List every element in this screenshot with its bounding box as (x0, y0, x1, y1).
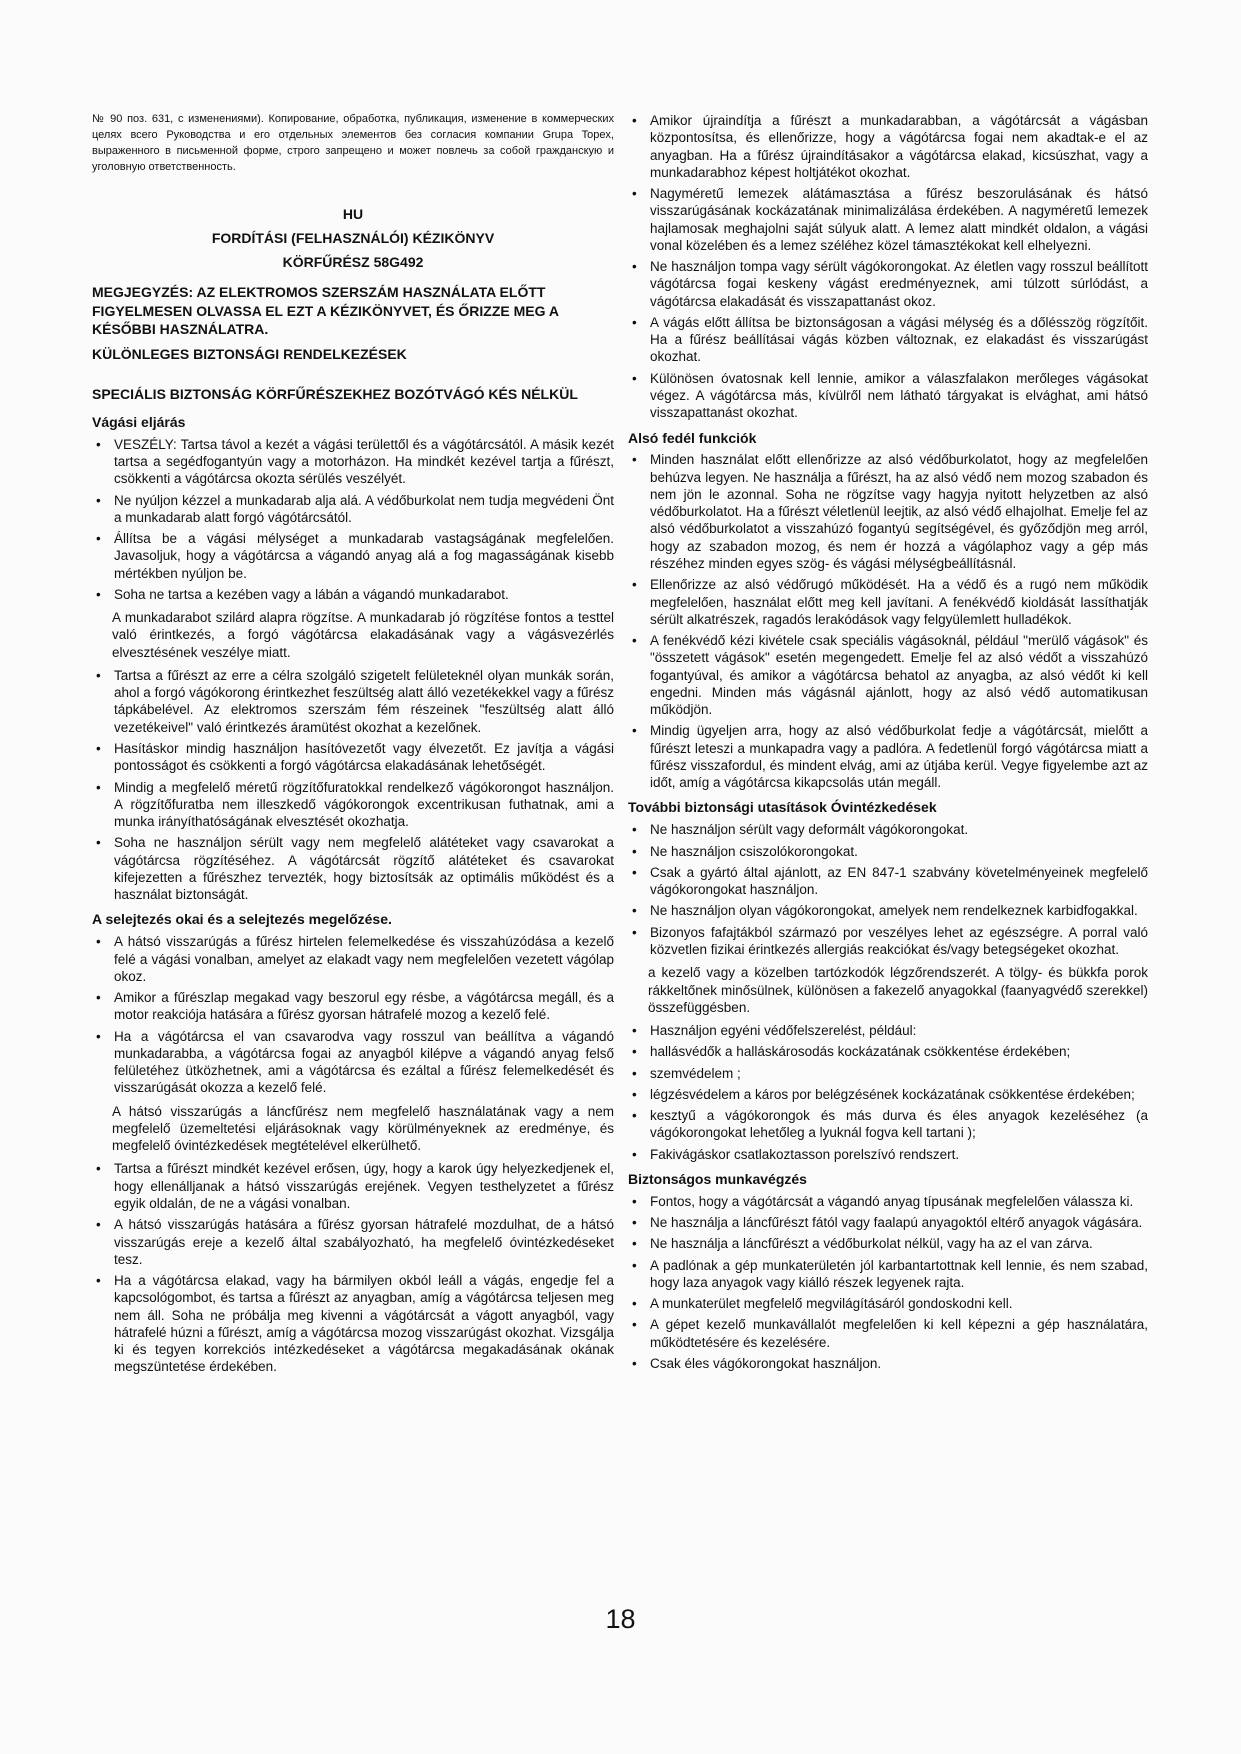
list-item: • Minden használat előtt ellenőrizze az alsó védőburkolatot, hogy az megfelelően behúzva legyen. Ne használja a fűrészt, ha az alsó védő nem mozog szabadon és nem jön le azonnal. Soha ne rögzítse vagy hagyja nyitott helyzetben az alsó védőburkolatot. Ha a fűrészt véletlenül leejtik, az alsó védő elhajolhat. Emelje fel az alsó védőburkolatot a visszahúzó fogantyú segítségével, és győződjön meg arról, hogy az szabadon mozog, és nem ér hozzá a vágólaphoz vagy a gép más részéhez minden egyes szög- és vágási mélységbeállításnál. (628, 451, 1148, 572)
language-code: HU (342, 205, 364, 222)
list-item: • A fenékvédő kézi kivétele csak speciális vágásoknál, például "merülő vágások" és "összetett vágások" esetén megengedett. Emelje fel az alsó védőt a visszahúzó fogantyúval, és amikor a vágótárcsa behatol az anyagba, az alsó védőt ki kell engedni. Minden más vágásnál ajánlott, hogy az alsó védő automatikusan működjön. (628, 632, 1148, 718)
list-item: • légzésvédelem a káros por belégzésének kockázatának csökkentése érdekében; (628, 1086, 1148, 1103)
list-item: • Nagyméretű lemezek alátámasztása a fűrész beszorulásának és hátsó visszarúgásának kockázatának minimalizálása érdekében. A nagyméretű lemezek hajlamosak meghajolni saját súlyuk alatt. A lemez alatt mindkét oldalon, a vágási vonal közelében és a lemez széléhez közel támasztékokat kell elhelyezni. (628, 185, 1148, 254)
notice-text: MEGJEGYZÉS: AZ ELEKTROMOS SZERSZÁM HASZNÁLATA ELŐTT FIGYELMESEN OLVASSA EL EZT A KÉZIKÖNYVET, ÉS ŐRIZZE MEG A KÉSŐBBI HASZNÁLATRA. (92, 284, 559, 337)
list-item: • Állítsa be a vágási mélységet a munkadarab vastagságának megfelelően. Javasoljuk, hogy a vágótárcsa a vágandó anyag alá a fog magasságának kisebb mértékben nyúljon be. (92, 530, 614, 582)
list-item: • Ne használjon sérült vagy deformált vágókorongokat. (628, 821, 1148, 838)
list-item: • A munkaterület megfelelő megvilágításáról gondoskodni kell. (628, 1295, 1148, 1312)
list-item: • Mindig a megfelelő méretű rögzítőfuratokkal rendelkező vágókorongot használjon. A rögzítőfuratba nem illeszkedő vágókorongok excentrikusan futhatnak, ami a munka irányíthatóságának elvesztését okozhatja. (92, 779, 614, 831)
list-item: • Ne használja a láncfűrészt a védőburkolat nélkül, vagy ha az el van zárva. (628, 1235, 1148, 1252)
list-item: • A gépet kezelő munkavállalót megfelelően ki kell képezni a gép használatára, működtetésére és kezelésére. (628, 1316, 1148, 1351)
right-column (628, 112, 1148, 1376)
list-item: • Csak éles vágókorongokat használjon. (628, 1355, 1148, 1372)
list-item: • Tartsa a fűrészt mindkét kezével erősen, úgy, hogy a karok úgy helyezkedjenek el, hogy ellenálljanak a hátsó visszarúgás erejének. Vegyen testhelyzetet a fűrész egyik oldalán, de ne a vágási vonalban. (92, 1160, 614, 1212)
list-item: • A hátsó visszarúgás a fűrész hirtelen felemelkedése és visszahúzódása a kezelő felé a vágási vonalban, amelyet az elakadt vagy nem megfelelően vezetett vágólap okoz. (92, 933, 614, 985)
list-item: • kesztyű a vágókorongok és más durva és éles anyagok kezeléséhez (a vágókorongokat lehetőleg a lyuknál fogva kell tartani ); (628, 1107, 1148, 1142)
saw-safety-title: SPECIÁLIS BIZTONSÁG KÖRFŰRÉSZEKHEZ BOZÓTVÁGÓ KÉS NÉLKÜL (92, 385, 578, 402)
list-item: • Csak a gyártó által ajánlott, az EN 847-1 szabvány követelményeinek megfelelő vágókorongokat használjon. (628, 864, 1148, 899)
kickback-list-2 (92, 1160, 614, 1375)
special-safety-title: KÜLÖNLEGES BIZTONSÁGI RENDELKEZÉSEK (92, 346, 407, 363)
list-item: • Ne használja a láncfűrészt fától vagy faalapú anyagoktól eltérő anyagok vágására. (628, 1214, 1148, 1231)
safe-work-heading: Biztonságos munkavégzés (628, 1170, 807, 1187)
list-item: • Soha ne használjon sérült vagy nem megfelelő alátéteket vagy csavarokat a vágótárcsa rögzítéséhez. A vágótárcsát rögzítő alátéteket és csavarokat kifejezetten a fűrészhez tervezték, hogy biztosítsák az optimális működést és a használat biztonságát. (92, 834, 614, 903)
page-number: 18 (605, 1604, 636, 1634)
guard-list (628, 451, 1148, 791)
lower-guard-heading: Alsó fedél funkciók (628, 429, 757, 446)
product-title: KÖRFŰRÉSZ 58G492 (282, 253, 424, 270)
list-item: • Soha ne tartsa a kezében vagy a lábán a vágandó munkadarabot. (92, 586, 614, 603)
kickback-paragraph: A hátsó visszarúgás a láncfűrész nem megfelelő használatának vagy a nem megfelelő üzemeltetési eljárásoknak vagy körülményeknek az eredménye, és megfelelő óvintézkedések megtételével elkerülhető. (112, 1103, 614, 1154)
list-item: • hallásvédők a halláskárosodás kockázatának csökkentése érdekében; (628, 1043, 1148, 1060)
kickback-list (92, 933, 614, 1096)
precaution-list (628, 821, 1148, 958)
list-item: • Ne használjon csiszolókorongokat. (628, 843, 1148, 860)
intro-russian-text: № 90 поз. 631, с изменениями). Копирование, обработка, публикация, изменение в коммерческих целях всего Руководства и его отдельных элементов без согласия компании Grupa Topex, выраженного в письменной форме, строго запрещено и может повлечь за собой гражданскую и уголовную ответственность. (92, 113, 614, 173)
list-item: • Ellenőrizze az alsó védőrugó működését. Ha a védő és a rugó nem működik megfelelően, használat előtt meg kell javítani. A fenékvédő kioldását lassíthatják sérült alkatrészek, ragadós lerakódások vagy felgyülemlett hulladékok. (628, 576, 1148, 628)
list-item: • A hátsó visszarúgás hatására a fűrész gyorsan hátrafelé mozdulhat, de a hátsó visszarúgás ereje a kezelő által szabályozható, ha megfelelő óvintézkedéseket tesz. (92, 1216, 614, 1268)
list-item: • Használjon egyéni védőfelszerelést, például: (628, 1022, 1148, 1039)
kickback-heading: A selejtezés okai és a selejtezés megelőzése. (92, 911, 392, 928)
list-item: • Amikor újraindítja a fűrészt a munkadarabban, a vágótárcsát a vágásban központosítsa, és ellenőrizze, hogy a vágótárcsa fogai nem akadtak-e el az anyagban. Ha a fűrész újraindításakor a vágótárcsa elakad, kicsúszhat, vagy a munkadarabhoz képest holtjátékot okozhat. (628, 112, 1148, 181)
clamp-paragraph: A munkadarabot szilárd alapra rögzítse. A munkadarab jó rögzítése fontos a testtel való érintkezés, a forgó vágótárcsa elakadásának vagy a vágásvezérlés elvesztésének veszélye miatt. (112, 610, 614, 660)
list-item: • VESZÉLY: Tartsa távol a kezét a vágási területtől és a vágótárcsától. A másik kezét tartsa a segédfogantyún vagy a motorházon. Ha mindkét kezével tartja a fűrészt, csökkenti a vágótárcsa okozta sérülés veszélyét. (92, 436, 614, 488)
document-title: FORDÍTÁSI (FELHASZNÁLÓI) KÉZIKÖNYV (211, 229, 495, 246)
list-item: • Ne használjon tompa vagy sérült vágókorongokat. Az életlen vagy rosszul beállított vágótárcsa fogai keskeny vágást eredményeznek, ami túlzott súrlódást, a vágótárcsa elakadását és visszapattanást okoz. (628, 258, 1148, 310)
list-item: • Amikor a fűrészlap megakad vagy beszorul egy résbe, a vágótárcsa megáll, és a motor reakciója hatására a fűrész gyorsan hátrafelé mozog a kezelő felé. (92, 989, 614, 1024)
dust-paragraph: a kezelő vagy a közelben tartózkodók légzőrendszerét. A tölgy- és bükkfa porok rákkeltőnek minősülnek, különösen a fakezelő anyagokkal (faanyagvédő szerekkel) összefüggésben. (648, 965, 1148, 1015)
list-item: • Ha a vágótárcsa elakad, vagy ha bármilyen okból leáll a vágás, engedje fel a kapcsológombot, és tartsa a fűrészt az anyagban, amíg a vágótárcsa teljesen meg nem áll. Soha ne próbálja meg kivenni a vágótárcsát a vágott anyagból, vagy hátrafelé húzni a fűrészt, amíg a vágótárcsa mozog visszarúgást okozhat. Vizsgálja ki és tegyen korrekciós intézkedéseket a vágótárcsa megakadásának okának megszüntetése érdekében. (92, 1272, 614, 1376)
list-item: • Ne használjon olyan vágókorongokat, amelyek nem rendelkeznek karbidfogakkal. (628, 902, 1148, 919)
list-item: • Fontos, hogy a vágótárcsát a vágandó anyag típusának megfelelően válassza ki. (628, 1193, 1148, 1210)
safe-work-list (628, 1193, 1148, 1372)
ppe-list (628, 1022, 1148, 1163)
list-item: • Fakivágáskor csatlakoztasson porelszívó rendszert. (628, 1146, 1148, 1163)
cutting-list (92, 436, 614, 603)
list-item: • Különösen óvatosnak kell lennie, amikor a válaszfalakon merőleges vágásokat végez. A vágótárcsa más, kívülről nem látható tárgyakat is elvághat, ami hátsó visszapattanást okozhat. (628, 370, 1148, 422)
list-item: • Tartsa a fűrészt az erre a célra szolgáló szigetelt felületeknél olyan munkák során, ahol a forgó vágókorong érintkezhet feszültség alatt álló vezetékekkel vagy a fűrész tápkábelével. Az elektromos szerszám fém részeinek "feszültség alatt álló vezetékeivel" való érintkezés áramütést okozhat a kezelőnek. (92, 667, 614, 736)
list-item: • Ha a vágótárcsa el van csavarodva vagy rosszul van beállítva a vágandó munkadarabba, a vágótárcsa fogai az anyagból kilépve a vágandó anyag felső felületéhez ütközhetnek, ami a vágótárcsa és ezáltal a fűrész felemelkedését és visszarúgását okozza a kezelő felé. (92, 1028, 614, 1097)
list-item: • A padlónak a gép munkaterületén jól karbantartottnak kell lennie, és nem szabad, hogy laza anyagok vagy kiálló részek legyenek rajta. (628, 1257, 1148, 1292)
cutting-procedure-heading: Vágási eljárás (92, 413, 186, 430)
precautions-heading: További biztonsági utasítások Óvintézkedések (628, 799, 937, 816)
left-column (92, 112, 614, 1380)
list-item: • A vágás előtt állítsa be biztonságosan a vágási mélység és a dőlésszög rögzítőit. Ha a fűrész beállításai vágás közben változnak, ez elakadást és visszarúgást okozhat. (628, 314, 1148, 366)
list-item: • Hasításkor mindig használjon hasítóvezetőt vagy élvezetőt. Ez javítja a vágási pontosságot és csökkenti a forgó vágótárcsa elakadásának lehetőségét. (92, 740, 614, 775)
top-list (628, 112, 1148, 422)
cutting-list-2 (92, 667, 614, 903)
list-item: • Bizonyos fafajtákból származó por veszélyes lehet az egészségre. A porral való közvetlen fizikai érintkezés allergiás reakciókat és/vagy betegségeket okozhat. (628, 924, 1148, 959)
list-item: • szemvédelem ; (628, 1065, 1148, 1082)
list-item: • Ne nyúljon kézzel a munkadarab alja alá. A védőburkolat nem tudja megvédeni Önt a munkadarab alatt forgó vágótárcsától. (92, 492, 614, 527)
list-item: • Mindig ügyeljen arra, hogy az alsó védőburkolat fedje a vágótárcsát, mielőtt a fűrészt leteszi a munkapadra vagy a padlóra. A fedetlenül forgó vágótárcsa miatt a fűrész visszafordul, és mindent elvág, ami az útjába kerül. Vegye figyelembe azt az időt, amíg a vágótárcsa kikapcsolás után megáll. (628, 722, 1148, 791)
